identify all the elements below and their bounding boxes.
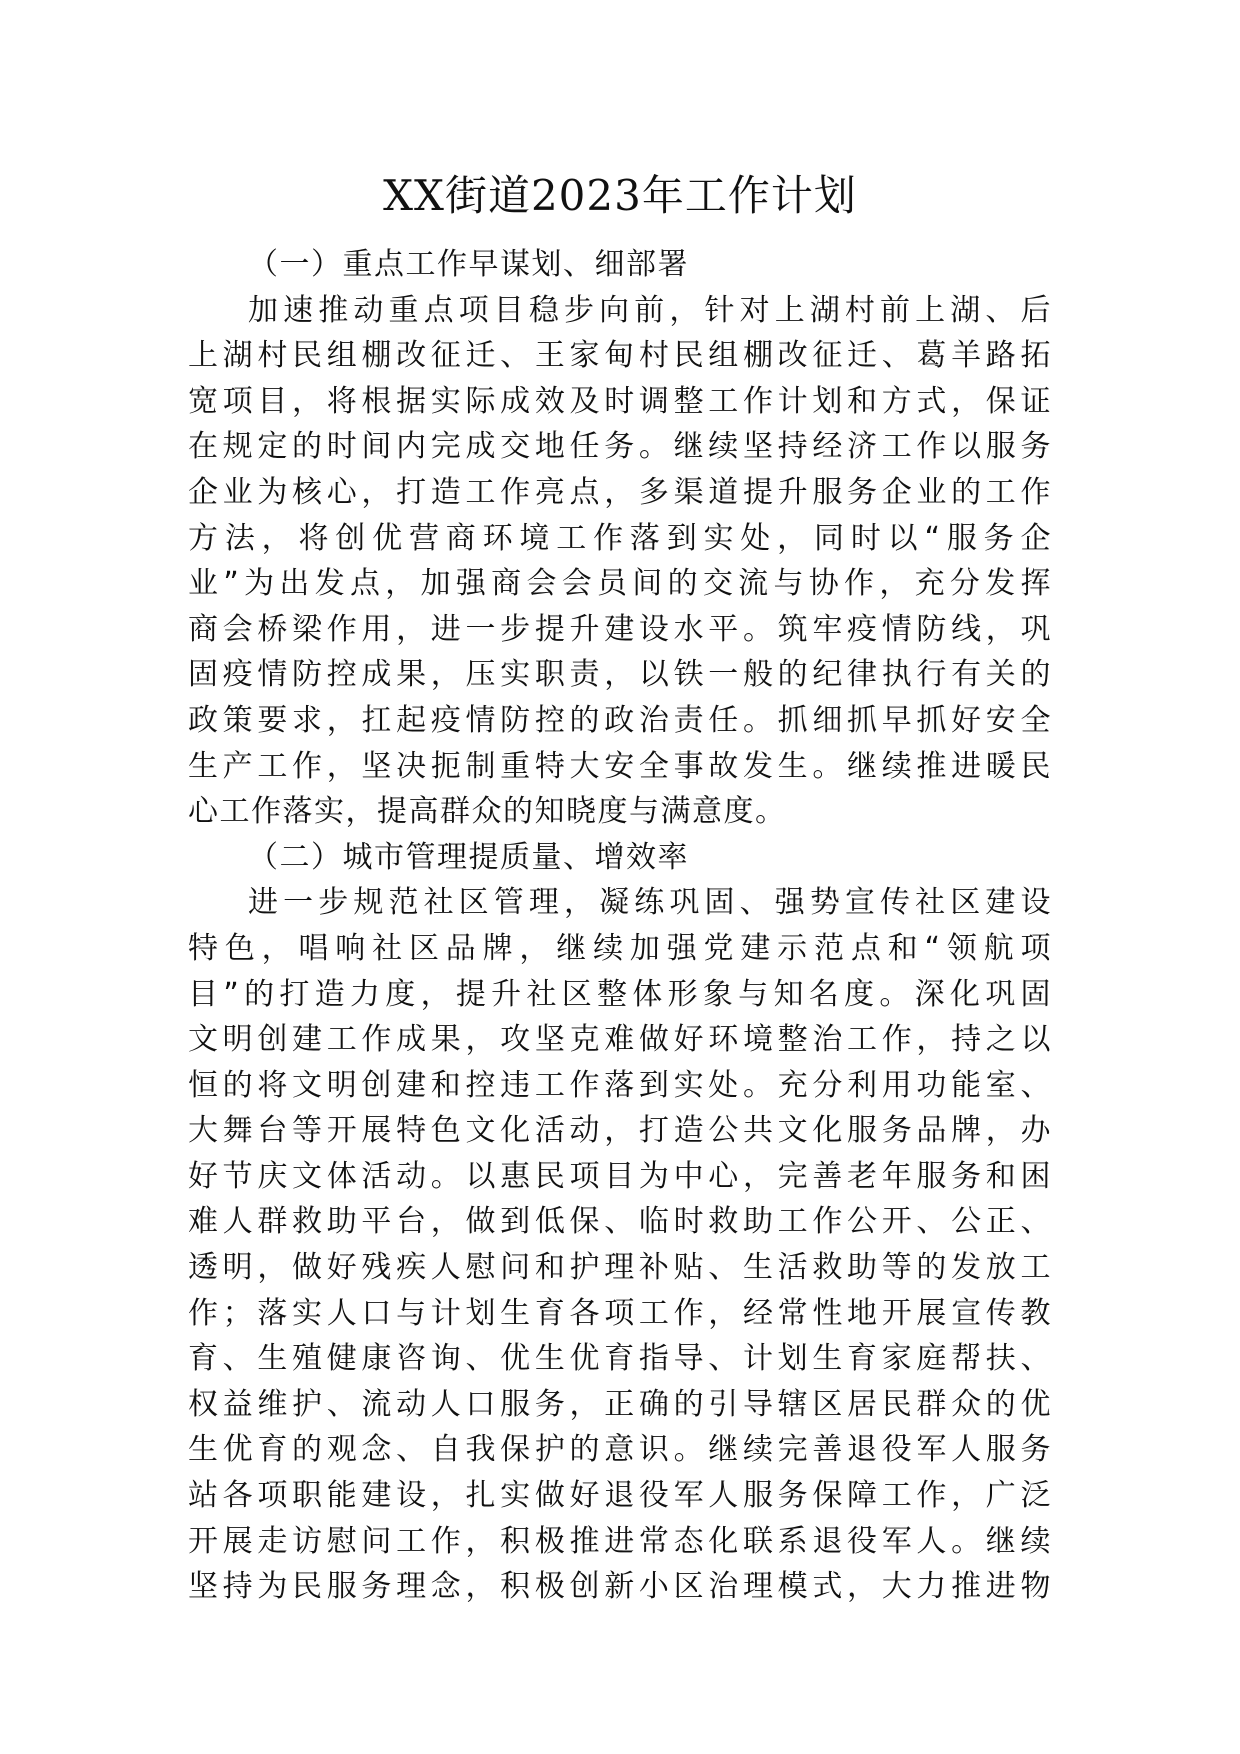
paragraph-line: 加速推动重点项目稳步向前，针对上湖村前上湖、后 — [248, 292, 1052, 328]
paragraph-line: 恒的将文明创建和控违工作落到实处。充分利用功能室、 — [188, 1067, 1052, 1103]
paragraph-line: 目”的打造力度，提升社区整体形象与知名度。深化巩固 — [188, 976, 1052, 1012]
paragraph-line: 在规定的时间内完成交地任务。继续坚持经济工作以服务 — [188, 429, 1052, 465]
paragraph-line: 大舞台等开展特色文化活动，打造公共文化服务品牌，办 — [188, 1113, 1052, 1149]
paragraph-line: 作；落实人口与计划生育各项工作，经常性地开展宣传教 — [188, 1295, 1052, 1331]
paragraph-line: 政策要求，扛起疫情防控的政治责任。抓细抓早抓好安全 — [188, 702, 1052, 738]
paragraph-line: 权益维护、流动人口服务，正确的引导辖区居民群众的优 — [188, 1386, 1052, 1422]
document-title: XX街道2023年工作计划 — [383, 171, 857, 220]
paragraph-line: 开展走访慰问工作，积极推进常态化联系退役军人。继续 — [188, 1523, 1052, 1559]
paragraph-line: 难人群救助平台，做到低保、临时救助工作公开、公正、 — [188, 1204, 1052, 1240]
paragraph-line: 育、生殖健康咨询、优生优育指导、计划生育家庭帮扶、 — [188, 1341, 1052, 1377]
section-paragraph-1 — [188, 288, 1052, 835]
paragraph-line: 生产工作，坚决扼制重特大安全事故发生。继续推进暖民 — [188, 748, 1052, 784]
paragraph-line: 好节庆文体活动。以惠民项目为中心，完善老年服务和困 — [188, 1158, 1052, 1194]
paragraph-line: 生优育的观念、自我保护的意识。继续完善退役军人服务 — [188, 1432, 1052, 1468]
paragraph-line: 心工作落实，提高群众的知晓度与满意度。 — [188, 794, 787, 830]
paragraph-line: 固疫情防控成果，压实职责，以铁一般的纪律执行有关的 — [188, 657, 1052, 693]
section-paragraph-2 — [188, 880, 1052, 1610]
paragraph-line: 宽项目，将根据实际成效及时调整工作计划和方式，保证 — [188, 383, 1052, 419]
paragraph-line: 透明，做好残疾人慰问和护理补贴、生活救助等的发放工 — [188, 1250, 1052, 1286]
paragraph-line: 方法，将创优营商环境工作落到实处，同时以“服务企 — [188, 520, 1052, 556]
paragraph-line: 文明创建工作成果，攻坚克难做好环境整治工作，持之以 — [188, 1022, 1052, 1058]
paragraph-line: 商会桥梁作用，进一步提升建设水平。筑牢疫情防线，巩 — [188, 611, 1052, 647]
section-heading-1: （一）重点工作早谋划、细部署 — [248, 247, 689, 282]
paragraph-line: 企业为核心，打造工作亮点，多渠道提升服务企业的工作 — [188, 474, 1052, 510]
paragraph-line: 业”为出发点，加强商会会员间的交流与协作，充分发挥 — [188, 566, 1052, 602]
paragraph-line: 特色，唱响社区品牌，继续加强党建示范点和“领航项 — [188, 930, 1052, 966]
document-body — [188, 242, 1052, 1610]
paragraph-line: 上湖村民组棚改征迁、王家甸村民组棚改征迁、葛羊路拓 — [188, 338, 1052, 374]
paragraph-line: 进一步规范社区管理，凝练巩固、强势宣传社区建设 — [248, 885, 1052, 921]
paragraph-line: 坚持为民服务理念，积极创新小区治理模式，大力推进物 — [188, 1569, 1052, 1605]
paragraph-line: 站各项职能建设，扎实做好退役军人服务保障工作，广泛 — [188, 1478, 1052, 1514]
section-heading-2: （二）城市管理提质量、增效率 — [248, 839, 689, 875]
